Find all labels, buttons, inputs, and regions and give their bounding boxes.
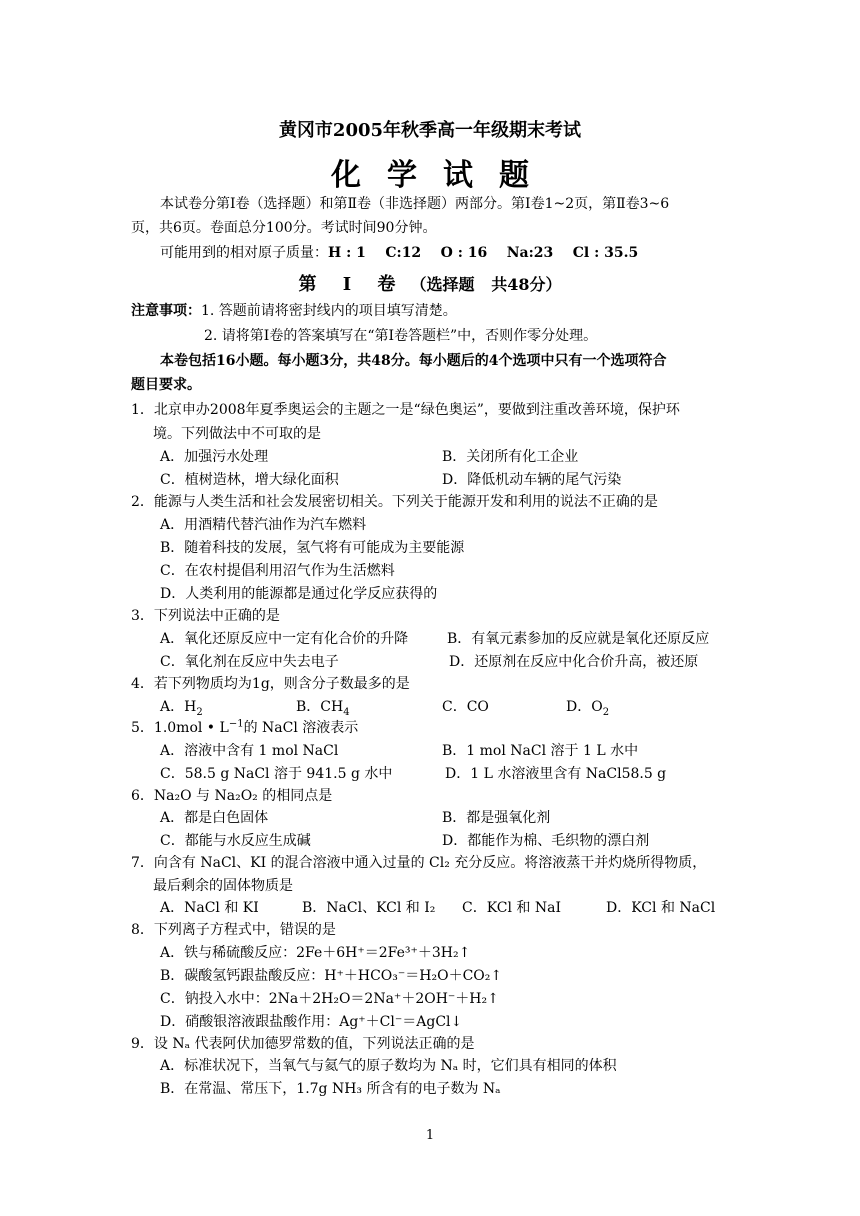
- q3-stem: 3．下列说法中正确的是: [131, 608, 280, 624]
- q1-stem-1: 1．北京申办2008年夏季奥运会的主题之一是“绿色奥运”，要做到注重改善环境，保护环: [131, 402, 680, 418]
- q2-stem: 2．能源与人类生活和社会发展密切相关。下列关于能源开发和利用的说法不正确的是: [131, 494, 658, 510]
- q3-option-d: D．还原剂在反应中化合价升高，被还原: [449, 654, 699, 670]
- q7-option-a: A．NaCl 和 KI: [160, 900, 259, 916]
- q1-option-d: D．降低机动车辆的尾气污染: [442, 472, 622, 488]
- atomic-mass-values: H : 1 C:12 O : 16 Na:23 Cl : 35.5: [328, 245, 639, 261]
- q6-option-b: B．都是强氧化剂: [442, 810, 551, 826]
- q3-option-a: A．氧化还原反应中一定有化合价的升降: [160, 631, 409, 647]
- q8-option-c: C．钠投入水中：2Na＋2H₂O＝2Na⁺＋2OH⁻＋H₂↑: [160, 991, 499, 1007]
- q4-option-d-text: D．O: [566, 699, 603, 715]
- q4-option-c: C．CO: [442, 699, 489, 715]
- intro-line-2: 页，共6页。卷面总分100分。考试时间90分钟。: [131, 220, 437, 236]
- q1-stem-2: 境。下列做法中不可取的是: [153, 426, 321, 442]
- q4-option-b-sub: 4: [343, 706, 350, 718]
- section-heading: [0, 270, 860, 296]
- q1-option-c: C．植树造林，增大绿化面积: [160, 472, 339, 488]
- q2-option-a: A．用酒精代替汽油作为汽车燃料: [160, 517, 367, 533]
- q5-option-a: A．溶液中含有 1 mol NaCl: [160, 743, 339, 759]
- q9-option-b: B．在常温、常压下，1.7g NH₃ 所含有的电子数为 Nₐ: [160, 1081, 501, 1097]
- q4-option-d-sub: 2: [602, 706, 610, 718]
- notice-line-1: [131, 301, 457, 321]
- q5-stem-rest: 的 NaCl 溶液表示: [243, 720, 359, 736]
- q5-stem-sup: −1: [228, 718, 244, 730]
- q3-option-c: C．氧化剂在反应中失去电子: [160, 654, 339, 670]
- intro-line-1: 本试卷分第Ⅰ卷（选择题）和第Ⅱ卷（非选择题）两部分。第Ⅰ卷1~2页，第Ⅱ卷3~6: [160, 196, 670, 212]
- q7-stem-2: 最后剩余的固体物质是: [153, 878, 293, 894]
- q4-stem: 4．若下列物质均为1g，则含分子数最多的是: [131, 676, 410, 692]
- q1-option-a: A．加强污水处理: [160, 449, 269, 465]
- q4-option-d: [566, 697, 609, 717]
- q8-option-d: D．硝酸银溶液跟盐酸作用：Ag⁺＋Cl⁻＝AgCl↓: [160, 1014, 463, 1030]
- q4-option-b-text: B．CH: [296, 699, 344, 715]
- q4-option-a-text: A．H: [160, 699, 197, 715]
- q5-option-d: D．1 L 水溶液里含有 NaCl58.5 g: [445, 766, 667, 782]
- q6-option-d: D．都能作为棉、毛织物的漂白剂: [442, 833, 650, 849]
- q5-stem: [131, 718, 358, 738]
- instructions-line-2: 题目要求。: [131, 377, 201, 393]
- q5-stem-text: 5．1.0mol • L: [131, 720, 229, 736]
- q7-stem-1: 7．向含有 NaCl、KI 的混合溶液中通入过量的 Cl₂ 充分反应。将溶液蒸干并灼烧所得物质，: [131, 855, 707, 871]
- q6-stem: 6．Na₂O 与 Na₂O₂ 的相同点是: [131, 788, 333, 804]
- q2-option-d: D．人类利用的能源都是通过化学反应获得的: [160, 586, 438, 602]
- atomic-mass-label: 可能用到的相对原子质量：: [160, 245, 328, 261]
- exam-title: 黄冈市2005年秋季高一年级期末考试: [278, 120, 582, 141]
- q5-option-c: C．58.5 g NaCl 溶于 941.5 g 水中: [160, 766, 393, 782]
- notice-item-2: 2. 请将第Ⅰ卷的答案填写在“第Ⅰ卷答题栏”中，否则作零分处理。: [204, 328, 598, 344]
- q2-option-c: C．在农村提倡利用沼气作为生活燃料: [160, 563, 395, 579]
- q7-option-d: D．KCl 和 NaCl: [606, 900, 716, 916]
- q7-option-b: B．NaCl、KCl 和 I₂: [302, 900, 436, 916]
- instructions-line-1: 本卷包括16小题。每小题3分，共48分。每小题后的4个选项中只有一个选项符合: [160, 353, 667, 369]
- q8-option-b: B．碳酸氢钙跟盐酸反应：H⁺＋HCO₃⁻＝H₂O＋CO₂↑: [160, 968, 503, 984]
- q9-option-a: A．标准状况下，当氧气与氦气的原子数均为 Nₐ 时，它们具有相同的体积: [160, 1058, 617, 1074]
- q5-option-b: B．1 mol NaCl 溶于 1 L 水中: [442, 743, 639, 759]
- q7-option-c: C．KCl 和 NaI: [462, 900, 562, 916]
- section-title: 第 Ⅰ 卷: [298, 274, 406, 295]
- subject-title: 化学试题: [331, 158, 555, 193]
- q4-option-b: [296, 697, 350, 717]
- q1-option-b: B．关闭所有化工企业: [442, 449, 579, 465]
- q6-option-a: A．都是白色固体: [160, 810, 269, 826]
- notice-label: 注意事项：: [131, 303, 201, 319]
- q6-option-c: C．都能与水反应生成碱: [160, 833, 311, 849]
- page-number: 1: [425, 1128, 435, 1143]
- q4-option-a: [160, 697, 203, 717]
- q3-option-b: B．有氧元素参加的反应就是氧化还原反应: [447, 631, 710, 647]
- q2-option-b: B．随着科技的发展，氢气将有可能成为主要能源: [160, 540, 465, 556]
- q9-stem: 9．设 Nₐ 代表阿伏加德罗常数的值，下列说法正确的是: [131, 1036, 475, 1052]
- q4-option-a-sub: 2: [196, 706, 203, 718]
- notice-item-1: 1. 答题前请将密封线内的项目填写清楚。: [201, 303, 457, 319]
- q8-option-a: A．铁与稀硫酸反应：2Fe＋6H⁺＝2Fe³⁺＋3H₂↑: [160, 945, 471, 961]
- atomic-mass-line: [160, 243, 638, 263]
- section-subtitle: （选择题 共48分）: [410, 275, 562, 294]
- q8-stem: 8．下列离子方程式中，错误的是: [131, 922, 336, 938]
